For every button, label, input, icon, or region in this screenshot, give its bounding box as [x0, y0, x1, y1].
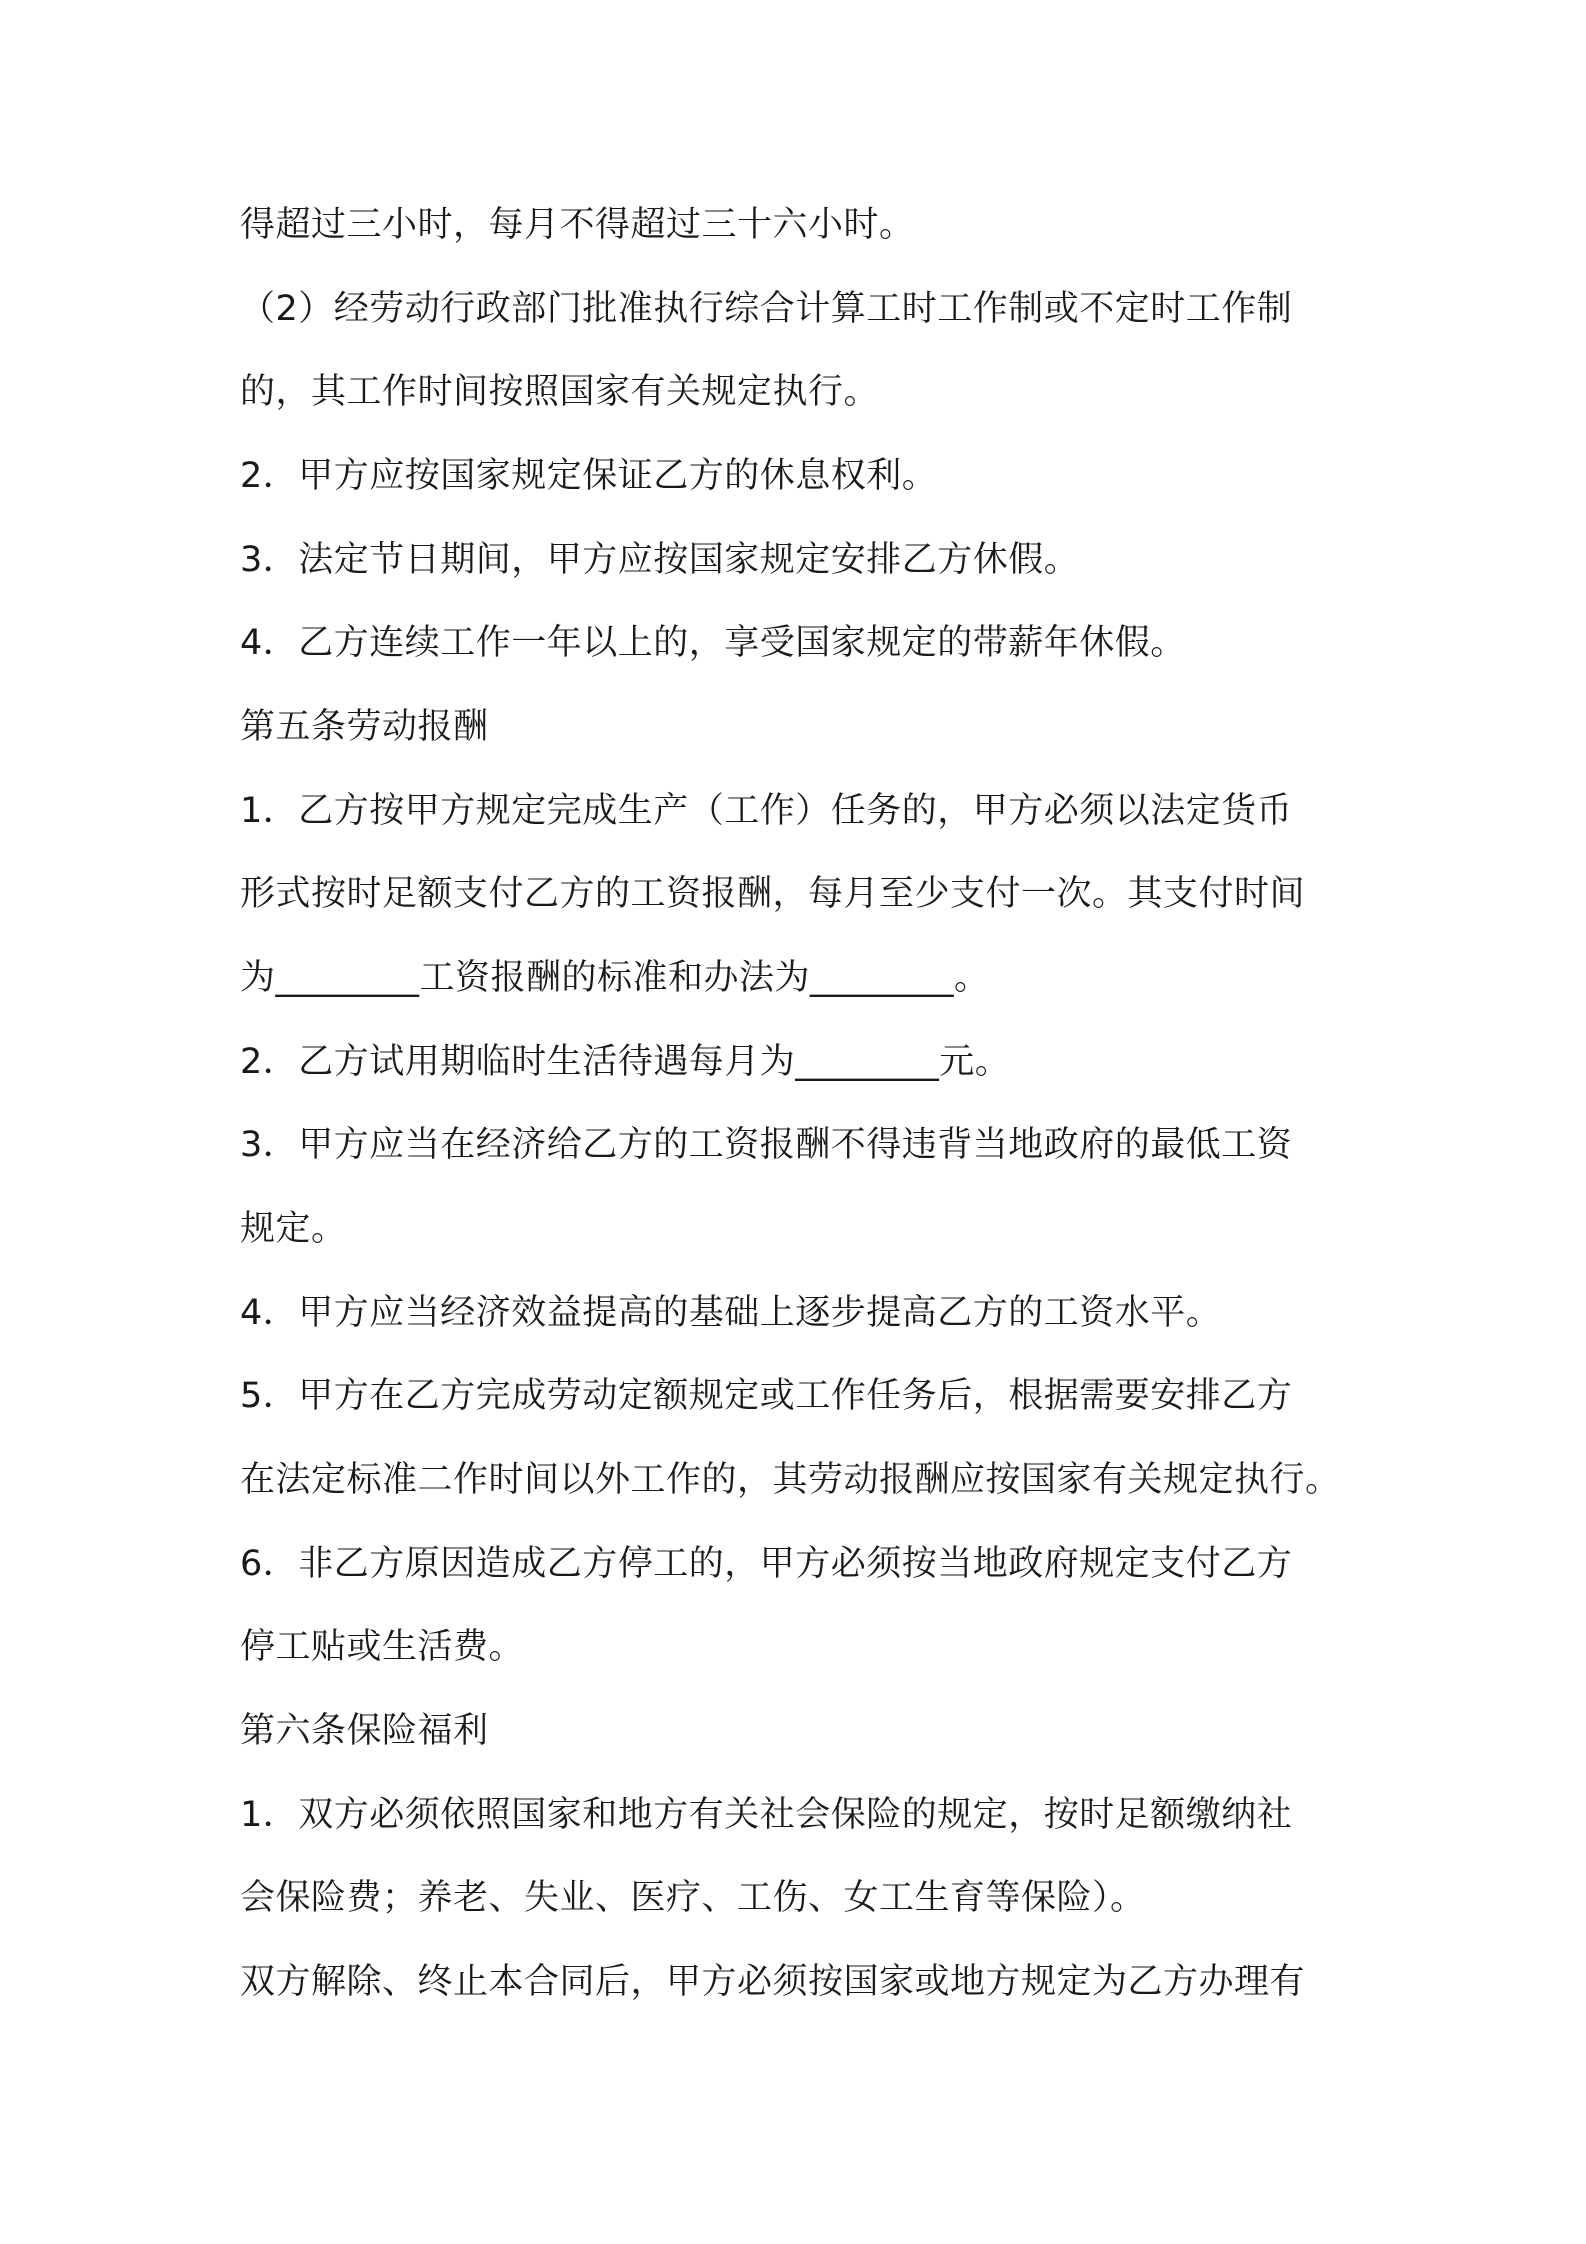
text-line: 为________工资报酬的标准和办法为________。	[240, 958, 990, 998]
text-line: 5．甲方在乙方完成劳动定额规定或工作任务后，根据需要安排乙方	[240, 1376, 1293, 1416]
text-line: 1．双方必须依照国家和地方有关社会保险的规定，按时足额缴纳社	[240, 1795, 1293, 1835]
text-line: 在法定标准二作时间以外工作的，其劳动报酬应按国家有关规定执行。	[240, 1460, 1341, 1500]
text-line: 规定。	[240, 1209, 347, 1249]
text-line: 会保险费；养老、失业、医疗、工伤、女工生育等保险）。	[240, 1878, 1146, 1918]
text-line: （2）经劳动行政部门批准执行综合计算工时工作制或不定时工作制	[240, 289, 1293, 329]
text-line: 4．甲方应当经济效益提高的基础上逐步提高乙方的工资水平。	[240, 1293, 1222, 1333]
text-line: 得超过三小时，每月不得超过三十六小时。	[240, 205, 915, 245]
text-line: 的，其工作时间按照国家有关规定执行。	[240, 372, 880, 412]
text-line: 1．乙方按甲方规定完成生产（工作）任务的，甲方必须以法定货币	[240, 791, 1293, 831]
text-line: 4．乙方连续工作一年以上的，享受国家规定的带薪年休假。	[240, 623, 1186, 663]
section-heading: 第六条保险福利	[240, 1711, 489, 1751]
text-line: 3．甲方应当在经济给乙方的工资报酬不得违背当地政府的最低工资	[240, 1125, 1293, 1165]
text-line: 2．甲方应按国家规定保证乙方的休息权利。	[240, 456, 938, 496]
text-line: 停工贴或生活费。	[240, 1627, 525, 1667]
text-line: 3．法定节日期间，甲方应按国家规定安排乙方休假。	[240, 540, 1080, 580]
text-line: 2．乙方试用期临时生活待遇每月为________元。	[240, 1042, 1011, 1082]
text-line: 6．非乙方原因造成乙方停工的，甲方必须按当地政府规定支付乙方	[240, 1544, 1293, 1584]
section-heading: 第五条劳动报酬	[240, 707, 489, 747]
text-line: 形式按时足额支付乙方的工资报酬，每月至少支付一次。其支付时间	[240, 874, 1306, 914]
text-line: 双方解除、终止本合同后，甲方必须按国家或地方规定为乙方办理有	[240, 1962, 1306, 2002]
